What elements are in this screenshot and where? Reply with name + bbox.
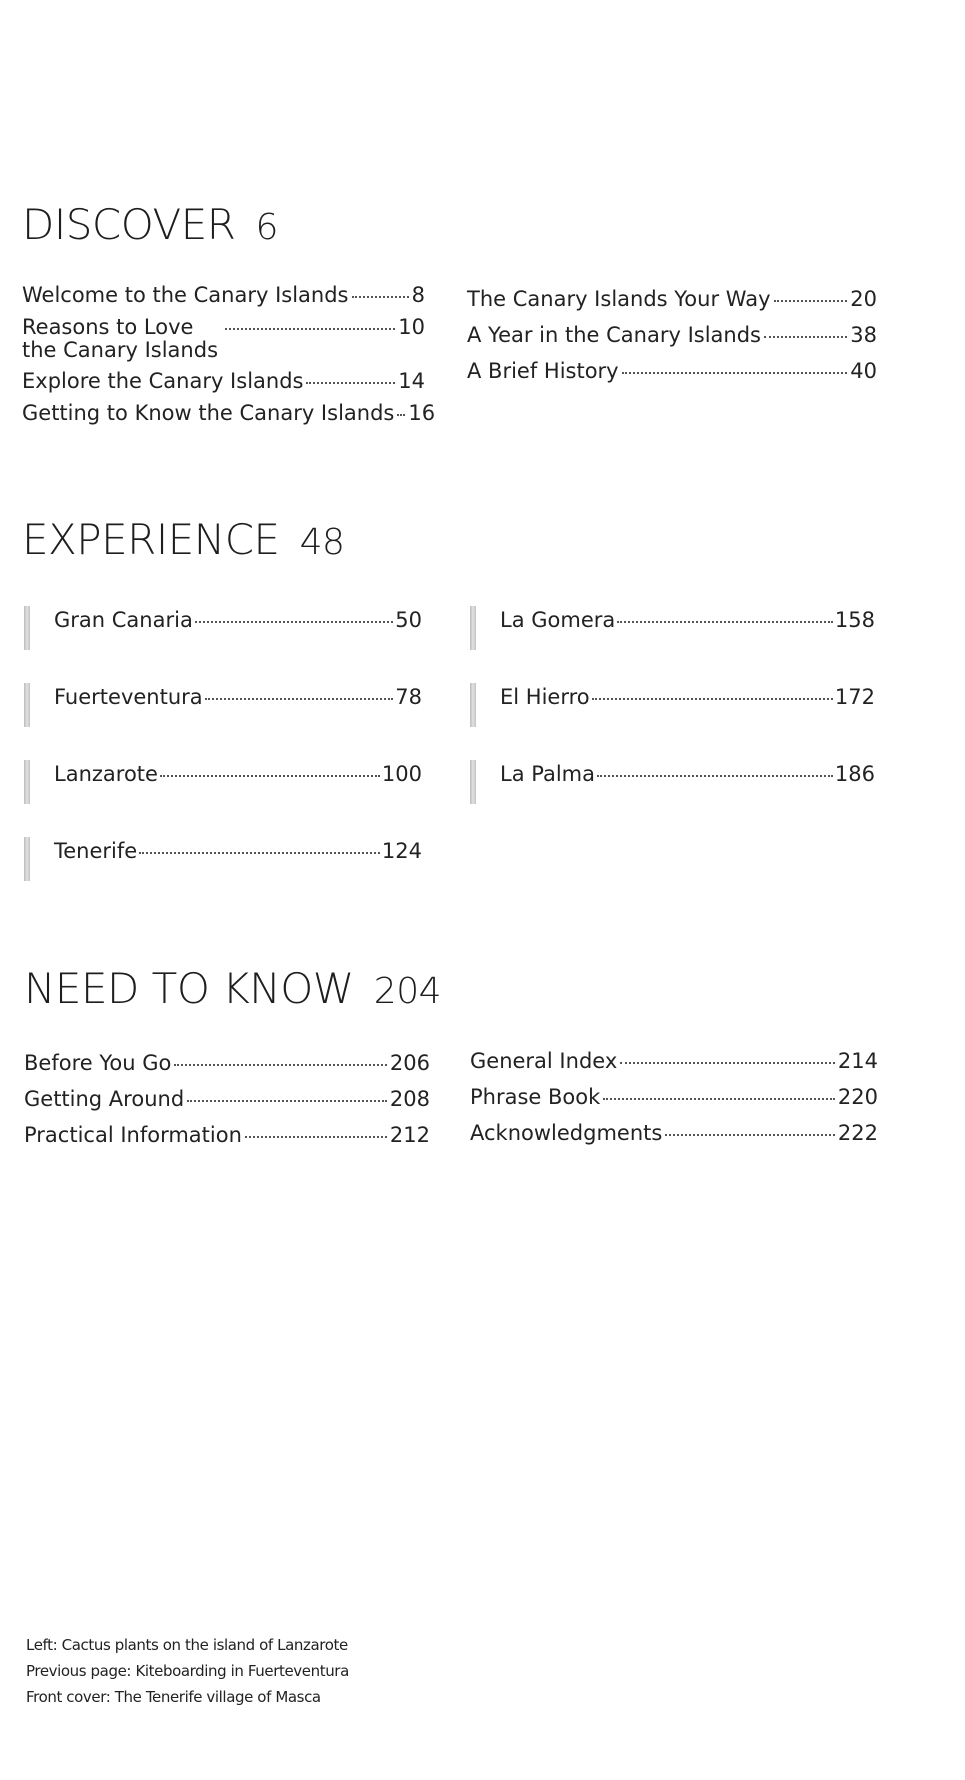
dot-leader — [397, 414, 405, 416]
chapter-title: Fuerteventura — [54, 685, 203, 709]
toc-entry[interactable] — [470, 1084, 878, 1110]
entry-page-number: 208 — [389, 1087, 430, 1111]
credit-line: Previous page: Kiteboarding in Fuerteventura — [26, 1662, 349, 1680]
entry-page-number: 222 — [837, 1121, 878, 1145]
chapter-title: Tenerife — [54, 839, 138, 863]
toc-entry[interactable] — [22, 282, 425, 308]
entry-title: A Brief History — [467, 359, 619, 383]
chapter-color-bar — [24, 760, 30, 804]
dot-leader — [352, 296, 409, 298]
discover-heading — [22, 200, 278, 249]
chapter-page-number: 172 — [834, 685, 875, 709]
entry-page-number: 10 — [398, 315, 425, 339]
entry-page-number: 40 — [850, 359, 877, 383]
chapter-color-bar — [470, 606, 476, 650]
toc-entry[interactable] — [22, 314, 425, 362]
toc-entry[interactable] — [467, 322, 877, 348]
dot-leader — [597, 775, 833, 777]
chapter-page-number: 50 — [395, 608, 422, 632]
entry-page-number: 212 — [389, 1123, 430, 1147]
toc-entry[interactable] — [24, 1122, 430, 1148]
entry-page-number: 20 — [850, 287, 877, 311]
entry-page-number: 220 — [837, 1085, 878, 1109]
entry-page-number: 16 — [408, 401, 436, 425]
entry-page-number: 8 — [411, 283, 425, 307]
chapter-color-bar — [470, 683, 476, 727]
credit-line: Front cover: The Tenerife village of Masca — [26, 1688, 321, 1706]
chapter-title: Lanzarote — [54, 762, 158, 786]
toc-entry[interactable] — [467, 286, 877, 312]
chapter-color-bar — [470, 760, 476, 804]
entry-title: Phrase Book — [470, 1085, 601, 1109]
entry-title: Acknowledgments — [470, 1121, 663, 1145]
need-to-know-right-column — [470, 1048, 878, 1146]
entry-title: Welcome to the Canary Islands — [22, 283, 349, 307]
section-title: NEED TO KNOW — [24, 964, 354, 1013]
entry-title: Before You Go — [24, 1051, 172, 1075]
chapter-entry[interactable] — [470, 685, 875, 729]
section-page-number: 204 — [373, 971, 442, 1012]
dot-leader — [764, 336, 847, 338]
dot-leader — [187, 1100, 387, 1102]
toc-entry[interactable] — [24, 1086, 430, 1112]
entry-title: A Year in the Canary Islands — [467, 323, 761, 347]
dot-leader — [160, 775, 380, 777]
dot-leader — [622, 372, 848, 374]
dot-leader — [174, 1064, 387, 1066]
entry-title: General Index — [470, 1049, 618, 1073]
toc-entry[interactable] — [22, 368, 425, 394]
entry-page-number: 38 — [850, 323, 877, 347]
chapter-page-number: 158 — [834, 608, 875, 632]
discover-left-column — [22, 282, 436, 426]
chapter-title: La Gomera — [500, 608, 616, 632]
chapter-title: Gran Canaria — [54, 608, 193, 632]
dot-leader — [195, 621, 393, 623]
chapter-entry[interactable] — [470, 762, 875, 806]
experience-right-column — [470, 608, 875, 806]
dot-leader — [245, 1136, 387, 1138]
discover-right-column — [467, 286, 877, 384]
entry-page-number: 206 — [389, 1051, 430, 1075]
entry-title: Practical Information — [24, 1123, 242, 1147]
section-page-number: 48 — [299, 522, 345, 563]
chapter-color-bar — [24, 606, 30, 650]
entry-title: Explore the Canary Islands — [22, 369, 304, 393]
dot-leader — [603, 1098, 835, 1100]
dot-leader — [205, 698, 394, 700]
dot-leader — [592, 698, 833, 700]
entry-title: Getting Around — [24, 1087, 185, 1111]
credit-line: Left: Cactus plants on the island of Lanzarote — [26, 1636, 348, 1654]
dot-leader — [139, 852, 380, 854]
photo-credits — [26, 1632, 349, 1710]
need-to-know-heading — [24, 964, 441, 1013]
chapter-entry[interactable] — [24, 762, 422, 806]
toc-entry[interactable] — [467, 358, 877, 384]
entry-page-number: 14 — [398, 369, 425, 393]
chapter-page-number: 124 — [381, 839, 422, 863]
chapter-entry[interactable] — [24, 685, 422, 729]
entry-title: Getting to Know the Canary Islands — [22, 401, 395, 425]
entry-title: The Canary Islands Your Way — [467, 287, 771, 311]
section-title: EXPERIENCE — [22, 515, 280, 564]
entry-title: Reasons to Love the Canary Islands — [22, 315, 219, 362]
toc-entry[interactable] — [470, 1048, 878, 1074]
chapter-page-number: 100 — [381, 762, 422, 786]
need-to-know-left-column — [24, 1050, 430, 1148]
dot-leader — [774, 300, 848, 302]
chapter-title: El Hierro — [500, 685, 590, 709]
section-page-number: 6 — [255, 207, 278, 248]
section-title: DISCOVER — [22, 200, 236, 249]
chapter-entry[interactable] — [470, 608, 875, 652]
chapter-entry[interactable] — [24, 839, 422, 883]
entry-page-number: 214 — [837, 1049, 878, 1073]
dot-leader — [617, 621, 833, 623]
dot-leader — [620, 1062, 835, 1064]
chapter-color-bar — [24, 837, 30, 881]
toc-entry[interactable] — [470, 1120, 878, 1146]
toc-entry[interactable] — [24, 1050, 430, 1076]
dot-leader — [225, 328, 395, 330]
toc-entry[interactable] — [22, 400, 436, 426]
chapter-title: La Palma — [500, 762, 595, 786]
chapter-color-bar — [24, 683, 30, 727]
chapter-page-number: 186 — [834, 762, 875, 786]
dot-leader — [306, 382, 395, 384]
experience-left-column — [24, 608, 422, 883]
chapter-page-number: 78 — [395, 685, 422, 709]
chapter-entry[interactable] — [24, 608, 422, 652]
dot-leader — [665, 1134, 835, 1136]
experience-heading — [22, 515, 344, 564]
